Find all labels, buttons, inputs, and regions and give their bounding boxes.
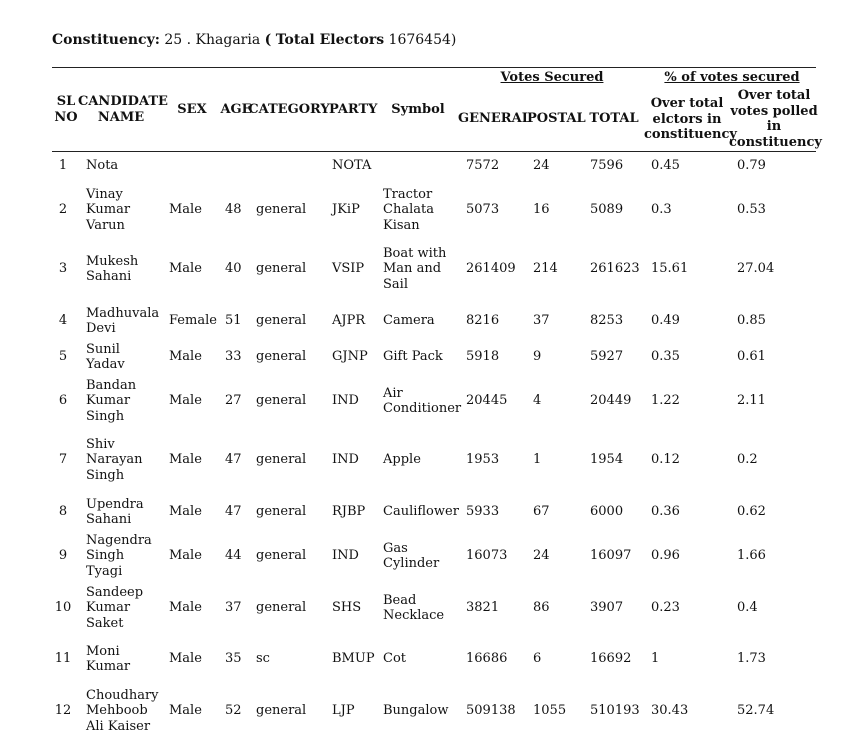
cell-party: JKiP [332,202,360,217]
cell-candidate-name: Sunil Yadav [86,341,125,372]
cell-pct-electors: 0.49 [651,313,680,328]
cell-pct-polled: 1.73 [737,651,766,666]
cell-pct-electors: 0.36 [651,504,680,519]
cell-general: 16073 [466,548,508,563]
cell-category: general [256,703,307,718]
cell-general: 8216 [466,313,500,328]
cell-party: SHS [332,600,362,615]
cell-sl: 6 [58,393,68,408]
paren-open: ( [264,32,272,48]
cell-symbol: Boat with Man and Sail [383,245,447,292]
cell-pct-polled: 0.2 [737,452,758,467]
cell-category: general [256,548,307,563]
cell-total: 16692 [590,651,632,666]
cell-postal: 214 [533,261,558,276]
cell-party: BMUP [332,651,375,666]
cell-symbol: Air Conditioner [383,385,462,416]
col-over-electors: Over total elctors in constituency [644,96,737,142]
cell-age: 33 [225,349,242,364]
cell-symbol: Apple [383,452,421,467]
cell-sex: Male [169,651,202,666]
cell-pct-electors: 0.3 [651,202,672,217]
cell-total: 6000 [590,504,624,519]
cell-sex: Male [169,393,202,408]
cell-symbol: Bead Necklace [383,592,445,623]
cell-candidate-name: Nagendra Singh Tyagi [86,532,152,579]
cell-party: GJNP [332,349,368,364]
cell-postal: 86 [533,600,550,615]
cell-general: 5073 [466,202,500,217]
col-sl-no: SL NO [54,94,78,125]
col-sex: SEX [177,102,207,117]
cell-total: 20449 [590,393,632,408]
cell-sl: 11 [54,651,72,666]
cell-pct-electors: 0.45 [651,158,680,173]
cell-party: IND [332,393,359,408]
cell-pct-electors: 30.43 [651,703,689,718]
cell-symbol: Gift Pack [383,349,443,364]
cell-pct-polled: 0.62 [737,504,766,519]
cell-age: 35 [225,651,242,666]
cell-category: general [256,504,307,519]
cell-sl: 9 [58,548,68,563]
cell-general: 16686 [466,651,508,666]
cell-party: RJBP [332,504,366,519]
cell-pct-polled: 0.53 [737,202,766,217]
votes-secured-heading: Votes Secured [500,70,604,85]
cell-total: 5089 [590,202,624,217]
cell-total: 510193 [590,703,640,718]
cell-age: 37 [225,600,242,615]
cell-candidate-name: Bandan Kumar Singh [86,377,137,424]
cell-category: general [256,202,307,217]
cell-pct-polled: 0.4 [737,600,758,615]
cell-pct-electors: 0.23 [651,600,680,615]
cell-sex: Male [169,548,202,563]
cell-total: 5927 [590,349,624,364]
cell-pct-polled: 0.61 [737,349,766,364]
cell-total: 16097 [590,548,632,563]
constituency-name: Khagaria [195,32,261,48]
cell-symbol: Gas Cylinder [383,540,440,571]
cell-general: 5918 [466,349,500,364]
cell-postal: 67 [533,504,550,519]
constituency-number: 25 [164,32,183,48]
cell-sex: Male [169,349,202,364]
cell-party: IND [332,452,359,467]
cell-party: AJPR [332,313,366,328]
cell-category: general [256,393,307,408]
cell-sex: Male [169,703,202,718]
col-over-polled: Over total votes polled in constituency [729,88,822,150]
cell-pct-polled: 0.85 [737,313,766,328]
cell-sl: 3 [58,261,68,276]
cell-sl: 8 [58,504,68,519]
col-category: CATEGORY [248,102,330,117]
cell-sex: Male [169,600,202,615]
cell-party: VSIP [332,261,365,276]
cell-sl: 7 [58,452,68,467]
cell-general: 1953 [466,452,500,467]
cell-postal: 4 [533,393,542,408]
cell-pct-electors: 15.61 [651,261,689,276]
col-symbol: Symbol [391,102,445,117]
constituency-label: Constituency: [52,32,160,48]
cell-pct-electors: 1.22 [651,393,680,408]
cell-general: 509138 [466,703,516,718]
cell-total: 261623 [590,261,640,276]
cell-sex: Male [169,452,202,467]
cell-candidate-name: Shiv Narayan Singh [86,436,143,483]
cell-postal: 24 [533,158,550,173]
col-postal: POSTAL [527,111,586,126]
pct-votes-heading: % of votes secured [664,70,800,85]
cell-general: 20445 [466,393,508,408]
cell-category: general [256,349,307,364]
cell-sl: 4 [58,313,68,328]
cell-pct-electors: 0.12 [651,452,680,467]
cell-age: 47 [225,452,242,467]
cell-candidate-name: Vinay Kumar Varun [86,186,131,233]
cell-category: sc [256,651,270,666]
cell-postal: 37 [533,313,550,328]
cell-candidate-name: Nota [86,158,119,173]
cell-symbol: Tractor Chalata Kisan [383,186,434,233]
cell-sex: Male [169,504,202,519]
cell-general: 7572 [466,158,500,173]
cell-postal: 1 [533,452,542,467]
col-total: TOTAL [589,111,639,126]
cell-sex: Female [169,313,217,328]
cell-total: 3907 [590,600,624,615]
cell-sl: 12 [54,703,72,718]
cell-symbol: Cot [383,651,406,666]
cell-general: 3821 [466,600,500,615]
header-rule [52,151,816,152]
cell-party: LJP [332,703,355,718]
cell-candidate-name: Upendra Sahani [86,496,144,527]
constituency-separator: . [186,32,192,48]
cell-candidate-name: Choudhary Mehboob Ali Kaiser [86,687,159,734]
cell-pct-polled: 0.79 [737,158,766,173]
cell-pct-electors: 0.96 [651,548,680,563]
cell-candidate-name: Moni Kumar [86,643,131,674]
cell-sl: 5 [58,349,68,364]
cell-age: 27 [225,393,242,408]
cell-postal: 16 [533,202,550,217]
cell-sl: 1 [58,158,68,173]
cell-total: 7596 [590,158,624,173]
cell-postal: 1055 [533,703,567,718]
cell-total: 8253 [590,313,624,328]
cell-age: 52 [225,703,242,718]
cell-sex: Male [169,202,202,217]
cell-age: 51 [225,313,242,328]
cell-age: 48 [225,202,242,217]
cell-party: NOTA [332,158,372,173]
cell-total: 1954 [590,452,624,467]
cell-candidate-name: Madhuvala Devi [86,305,160,336]
col-party: PARTY [329,102,378,117]
cell-sl: 2 [58,202,68,217]
total-electors-value: 1676454) [388,32,457,48]
top-rule [52,67,816,68]
cell-category: general [256,452,307,467]
cell-general: 5933 [466,504,500,519]
cell-age: 44 [225,548,242,563]
cell-symbol: Bungalow [383,703,449,718]
cell-postal: 6 [533,651,542,666]
cell-category: general [256,261,307,276]
cell-pct-polled: 27.04 [737,261,775,276]
cell-age: 47 [225,504,242,519]
col-general: GENERAL [458,111,531,126]
cell-sl: 10 [54,600,72,615]
col-candidate-name: CANDIDATE NAME [78,94,168,125]
cell-pct-electors: 1 [651,651,660,666]
cell-symbol: Camera [383,313,435,328]
cell-general: 261409 [466,261,516,276]
cell-candidate-name: Sandeep Kumar Saket [86,584,144,631]
cell-postal: 9 [533,349,542,364]
total-electors-label: Total Electors [275,32,385,48]
cell-symbol: Cauliflower [383,504,459,519]
cell-age: 40 [225,261,242,276]
cell-postal: 24 [533,548,550,563]
cell-category: general [256,313,307,328]
cell-category: general [256,600,307,615]
cell-pct-electors: 0.35 [651,349,680,364]
cell-party: IND [332,548,359,563]
constituency-title [52,32,456,48]
cell-candidate-name: Mukesh Sahani [86,253,139,284]
cell-pct-polled: 52.74 [737,703,775,718]
cell-pct-polled: 2.11 [737,393,766,408]
col-age: AGE [220,102,252,117]
cell-sex: Male [169,261,202,276]
cell-pct-polled: 1.66 [737,548,766,563]
